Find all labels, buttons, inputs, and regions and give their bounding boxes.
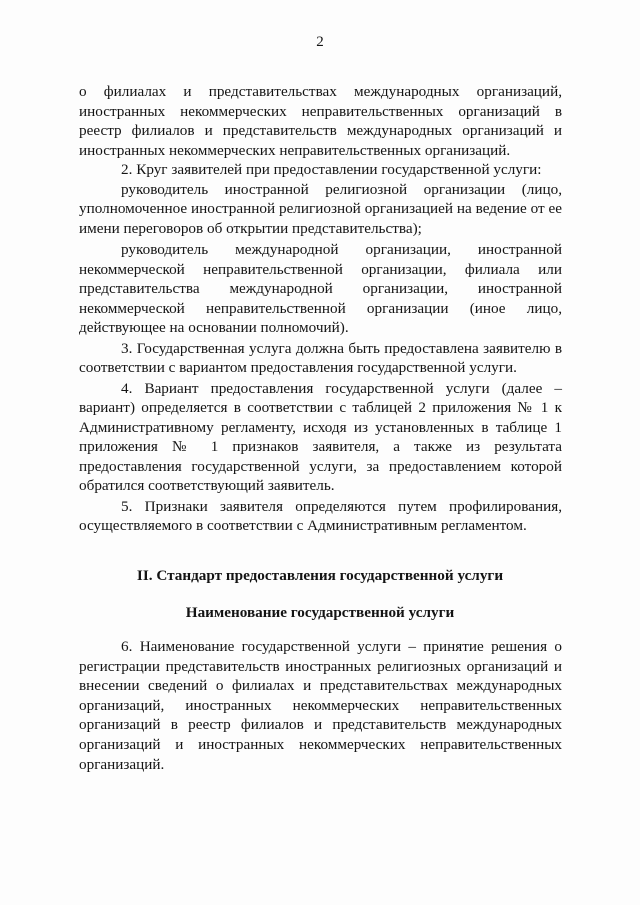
paragraph-2-applicants: 2. Круг заявителей при предоставлении государственной услуги: bbox=[121, 161, 542, 178]
paragraph-applicant-international: руководитель международной организации, иностранной некоммерческой неправительственной организации, филиала или представительства международной организации, иностранной некоммерческой неправительственной организации (иное лицо, действующее на основании полномочий). bbox=[79, 241, 562, 336]
section-heading: II. Стандарт предоставления государственной услуги bbox=[136, 567, 504, 584]
paragraph-4-variant-definition: 4. Вариант предоставления государственной услуги (далее – вариант) определяется в соответствии с таблицей 2 приложения № 1 к Административному регламенту, исходя из установленных в таблице 1 приложения № 1 признаков заявителя, а также из результата предоставления государственной услуги, за предоставлением которой обратился соответствующий заявитель. bbox=[79, 379, 562, 494]
paragraph-applicant-religious: руководитель иностранной религиозной организации (лицо, уполномоченное иностранной религиозной организацией на ведение от ее имени переговоров об открытии представительства); bbox=[79, 180, 562, 237]
subsection-heading: Наименование государственной услуги bbox=[185, 604, 455, 621]
page-number: 2 bbox=[316, 34, 324, 50]
paragraph-continuation: о филиалах и представительствах международных организаций, иностранных некоммерческих неправительственных организаций в реестр филиалов и представительств международных организаций и иностранных некоммерческих неправительственных организаций. bbox=[79, 83, 562, 159]
document-body bbox=[79, 82, 562, 536]
paragraph-6-service-name: 6. Наименование государственной услуги – принятие решения о регистрации представительств иностранных религиозных организаций и внесении сведений о филиалах и представительствах международных организаций, иностранных некоммерческих неправительственных организаций в реестр филиалов и представительств международных организаций и иностранных некоммерческих неправительственных организаций. bbox=[79, 638, 562, 773]
paragraph-5-applicant-signs: 5. Признаки заявителя определяются путем профилирования, осуществляемого в соответствии с Административным регламентом. bbox=[79, 497, 562, 534]
paragraph-3-service-variant: 3. Государственная услуга должна быть предоставлена заявителю в соответствии с вариантом предоставления государственной услуги. bbox=[79, 339, 562, 376]
document-body-2 bbox=[79, 637, 562, 774]
